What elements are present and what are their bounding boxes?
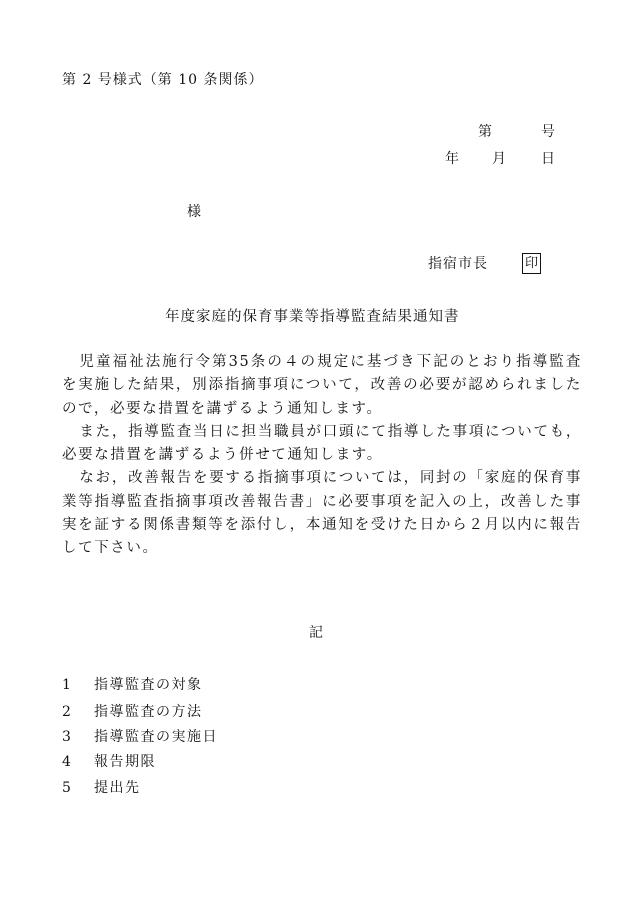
- paragraph-1: 児童福祉法施行令第35条の４の規定に基づき下記のとおり指導監査を実施した結果，別添指摘事項について，改善の必要が認められましたので，必要な措置を講ずるよう通知します。: [62, 354, 582, 417]
- date-year: 年: [445, 151, 460, 167]
- paragraph-2: また，指導監査当日に担当職員が口頭にて指導した事項についても，必要な措置を講ずるよう併せて通知します。: [62, 423, 582, 464]
- list-item: 1 指導監査の対象: [62, 677, 203, 693]
- date-month: 月: [492, 151, 507, 167]
- seal-mark: 印: [522, 253, 541, 274]
- date-day: 日: [541, 151, 556, 167]
- sender-title: 指宿市長: [428, 256, 488, 272]
- list-item: 4 報告期限: [62, 754, 156, 770]
- number-prefix: 第: [478, 124, 493, 140]
- ki-heading: 記: [309, 625, 324, 641]
- addressee-honorific: 様: [187, 204, 202, 220]
- paragraph-3: なお，改善報告を要する指摘事項については，同封の「家庭的保育事業等指導監査指摘事項改善報告書」に必要事項を記入の上，改善した事実を証する関係書類等を添付し，本通知を受けた日から２月以内に報告して下さい。: [62, 470, 582, 557]
- list-item: 3 指導監査の実施日: [62, 729, 218, 745]
- list-item: 5 提出先: [62, 780, 141, 796]
- list-item: 2 指導監査の方法: [62, 704, 203, 720]
- body-text: [62, 351, 582, 561]
- number-suffix: 号: [541, 124, 556, 140]
- document-title: 年度家庭的保育事業等指導監査結果通知書: [165, 309, 460, 325]
- seal-box: [522, 253, 541, 274]
- form-label: 第 2 号様式（第 10 条関係）: [62, 72, 264, 88]
